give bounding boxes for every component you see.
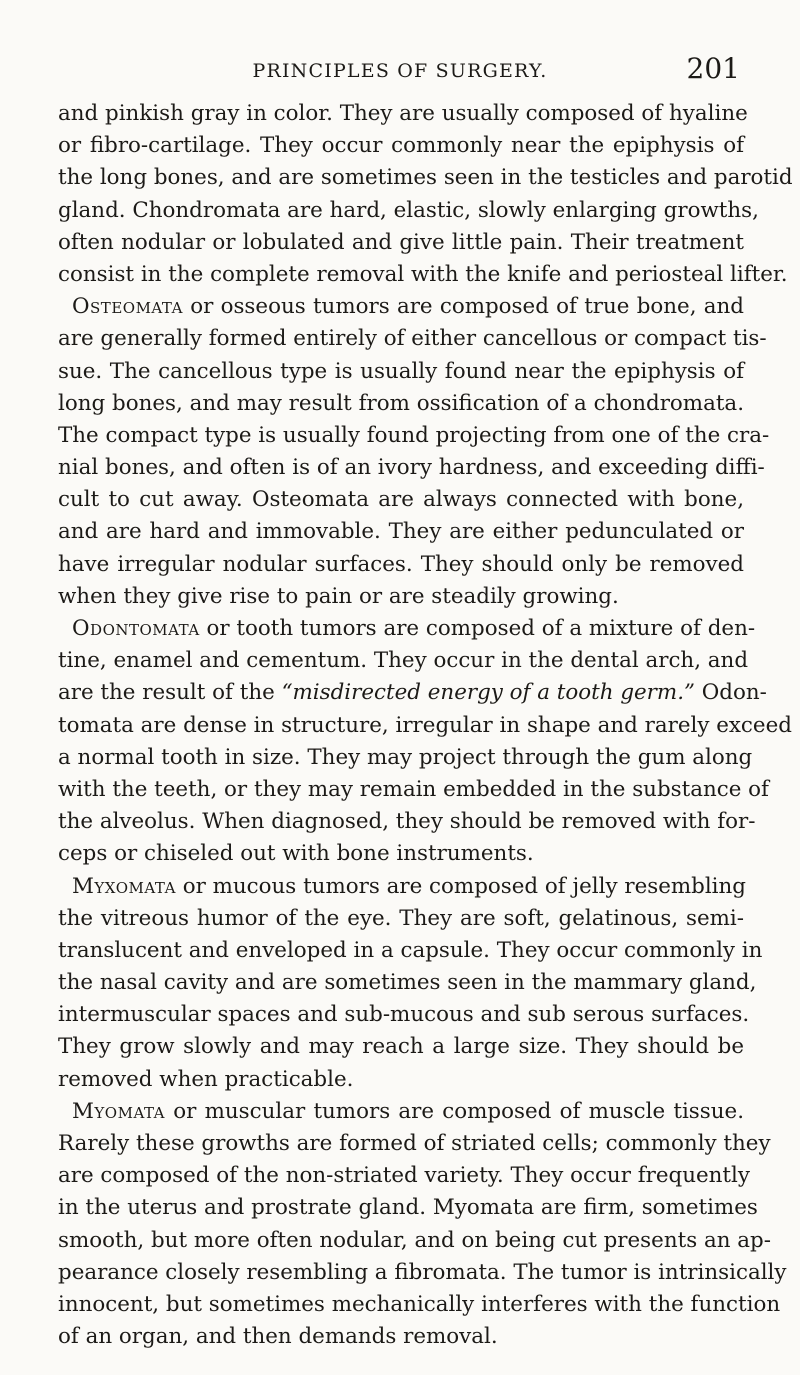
text-line: translucent and enveloped in a capsule. They occur commonly in [58, 937, 763, 963]
text-line: consist in the complete removal with the knife and periosteal lifter. [58, 261, 788, 287]
text-line: pearance closely resembling a fibromata. The tumor is intrinsically [58, 1259, 787, 1285]
paragraph-start-odontomata [58, 613, 756, 645]
text-segment: or tooth tumors are composed of a mixture of den- [199, 616, 756, 641]
text-line: tomata are dense in structure, irregular in shape and rarely exceed [58, 712, 792, 738]
text-segment: or osseous tumors are composed of true bone, and [182, 294, 744, 320]
text-line: and pinkish gray in color. They are usually composed of hyaline [58, 101, 748, 126]
text-line: tine, enamel and cementum. They occur in the dental arch, and [58, 648, 749, 674]
text-line: removed when practicable. [58, 1066, 354, 1092]
page-number: 201 [686, 52, 740, 85]
text-line: long bones, and may result from ossification of a chondromata. [58, 390, 744, 416]
running-head [0, 52, 800, 92]
text-line: the long bones, and are sometimes seen in the testicles and parotid [58, 165, 793, 191]
text-line: The compact type is usually found projecting from one of the cra- [58, 422, 770, 448]
text-line: with the teeth, or they may remain embedded in the substance of [58, 776, 769, 802]
text-line: of an organ, and then demands removal. [58, 1324, 498, 1350]
text-line: are composed of the non-striated variety. They occur frequently [58, 1163, 750, 1189]
text-line: in the uterus and prostrate gland. Myomata are firm, sometimes [58, 1195, 758, 1221]
text-line: and are hard and immovable. They are either pedunculated or [58, 519, 744, 545]
text-line-quote [58, 677, 767, 709]
text-line: nial bones, and often is of an ivory hardness, and exceeding diffi- [58, 455, 765, 481]
text-line: They grow slowly and may reach a large size. They should be [58, 1034, 744, 1060]
text-line: or fibro-cartilage. They occur commonly near the epiphysis of [58, 133, 744, 159]
text-segment: Odon- [694, 680, 767, 706]
text-line: sue. The cancellous type is usually found near the epiphysis of [58, 358, 744, 384]
paragraph-start-myomata [58, 1096, 744, 1128]
term-myxomata: Myxomata [72, 873, 176, 899]
text-line: the vitreous humor of the eye. They are soft, gelatinous, semi- [58, 905, 744, 931]
term-myomata: Myomata [72, 1098, 165, 1124]
paragraph-start-osteomata [58, 291, 744, 323]
italic-quote: “misdirected energy of a tooth germ.” [281, 680, 695, 706]
term-osteomata: Osteomata [72, 294, 183, 320]
text-line: the nasal cavity and are sometimes seen in the mammary gland, [58, 970, 757, 996]
paragraph-start-myxomata [58, 871, 744, 903]
text-line: a normal tooth in size. They may project through the gum along [58, 744, 753, 770]
text-line: gland. Chondromata are hard, elastic, slowly enlarging growths, [58, 197, 759, 223]
body-text [58, 98, 793, 1353]
text-line: intermuscular spaces and sub-mucous and sub serous surfaces. [58, 1002, 750, 1028]
text-line: smooth, but more often nodular, and on being cut presents an ap- [58, 1227, 771, 1253]
text-segment: or muscular tumors are composed of muscle tissue. [165, 1098, 744, 1124]
text-line: often nodular or lobulated and give little pain. Their treatment [58, 229, 744, 255]
text-segment: are the result of the [58, 680, 282, 706]
text-line: have irregular nodular surfaces. They should only be removed [58, 551, 744, 577]
text-line: when they give rise to pain or are steadily growing. [58, 583, 619, 609]
text-line: ceps or chiseled out with bone instruments. [58, 841, 534, 867]
running-title: PRINCIPLES OF SURGERY. [252, 60, 548, 82]
text-line: cult to cut away. Osteomata are always connected with bone, [58, 487, 744, 513]
text-line: are generally formed entirely of either cancellous or compact tis- [58, 326, 767, 352]
text-line: the alveolus. When diagnosed, they should be removed with for- [58, 809, 756, 835]
text-segment: or mucous tumors are composed of jelly resembling [175, 873, 746, 899]
text-line: innocent, but sometimes mechanically interferes with the function [58, 1291, 781, 1317]
text-line: Rarely these growths are formed of striated cells; commonly they [58, 1131, 771, 1156]
term-odontomata: Odontomata [72, 616, 200, 641]
